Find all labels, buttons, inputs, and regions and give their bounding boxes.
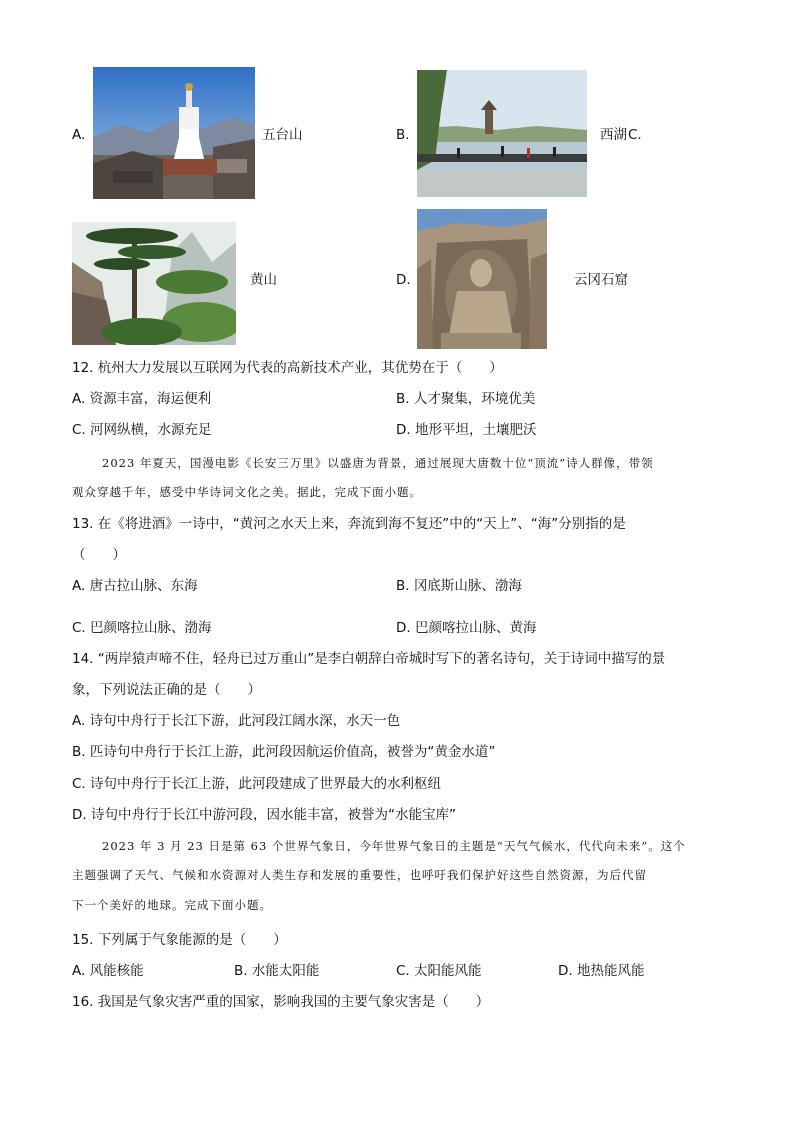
huangshan-image [72, 222, 236, 345]
q15-option-d: D. 地热能风能 [558, 963, 645, 979]
q15-option-b: B. 水能太阳能 [234, 963, 320, 979]
q15-option-a: A. 风能核能 [72, 963, 144, 979]
q12-option-d: D. 地形平坦，土壤肥沃 [396, 422, 537, 438]
material1-line2: 观众穿越千年，感受中华诗词文化之美。据此，完成下面小题。 [72, 485, 422, 499]
option-b-label: 西湖 [600, 127, 627, 143]
q12-option-c: C. 河网纵横，水源充足 [72, 422, 212, 438]
option-d-label: 云冈石窟 [574, 272, 628, 288]
option-b-letter: B. [396, 127, 410, 143]
q15-option-c: C. 太阳能风能 [396, 963, 482, 979]
q14-stem-line1: 14. “两岸猿声啼不住，轻舟已过万重山”是李白朝辞白帝城时写下的著名诗句，关于诗词中描写的景 [72, 651, 666, 667]
q13-option-c: C. 巴颜喀拉山脉、渤海 [72, 620, 212, 636]
wutaishan-image [93, 67, 255, 199]
q13-option-a: A. 唐古拉山脉、东海 [72, 578, 198, 594]
q14-stem-line2: 象，下列说法正确的是（ ） [72, 682, 261, 698]
q14-option-b: B. 匹诗句中舟行于长江上游，此河段因航运价值高，被誉为“黄金水道” [72, 744, 496, 760]
option-c-letter: C. [628, 127, 642, 143]
option-a-label: 五台山 [262, 127, 303, 143]
q14-option-d: D. 诗句中舟行于长江中游河段，因水能丰富，被誉为“水能宝库” [72, 807, 456, 823]
q15-stem: 15. 下列属于气象能源的是（ ） [72, 932, 287, 948]
xihu-image [417, 70, 587, 197]
option-c-label: 黄山 [250, 272, 277, 288]
material2-line3: 下一个美好的地球。完成下面小题。 [72, 898, 272, 912]
q12-option-a: A. 资源丰富，海运便利 [72, 391, 212, 407]
q12-stem: 12. 杭州大力发展以互联网为代表的高新技术产业，其优势在于（ ） [72, 360, 503, 376]
q14-option-c: C. 诗句中舟行于长江上游，此河段建成了世界最大的水利枢纽 [72, 776, 442, 792]
q13-option-b: B. 冈底斯山脉、渤海 [396, 578, 522, 594]
q13-stem-line2: （ ） [72, 547, 126, 563]
material2-line2: 主题强调了天气、气候和水资源对人类生存和发展的重要性，也呼吁我们保护好这些自然资源，为后代留 [72, 868, 647, 882]
q16-stem: 16. 我国是气象灾害严重的国家，影响我国的主要气象灾害是（ ） [72, 994, 490, 1010]
option-a-letter: A. [72, 127, 86, 143]
option-d-letter: D. [396, 272, 411, 288]
q13-option-d: D. 巴颜喀拉山脉、黄海 [396, 620, 537, 636]
yungang-grottoes-image [417, 209, 547, 349]
material1-line1: 2023 年夏天，国漫电影《长安三万里》以盛唐为背景，通过展现大唐数十位“顶流”诗人群像，带领 [102, 456, 654, 470]
q12-option-b: B. 人才聚集，环境优美 [396, 391, 536, 407]
material2-line1: 2023 年 3 月 23 日是第 63 个世界气象日，今年世界气象日的主题是“天气气候水，代代向未来”。这个 [102, 839, 686, 853]
q13-stem-line1: 13. 在《将进酒》一诗中，“黄河之水天上来，奔流到海不复还”中的“天上”、“海”分别指的是 [72, 516, 626, 532]
q14-option-a: A. 诗句中舟行于长江下游，此河段江阔水深，水天一色 [72, 713, 401, 729]
